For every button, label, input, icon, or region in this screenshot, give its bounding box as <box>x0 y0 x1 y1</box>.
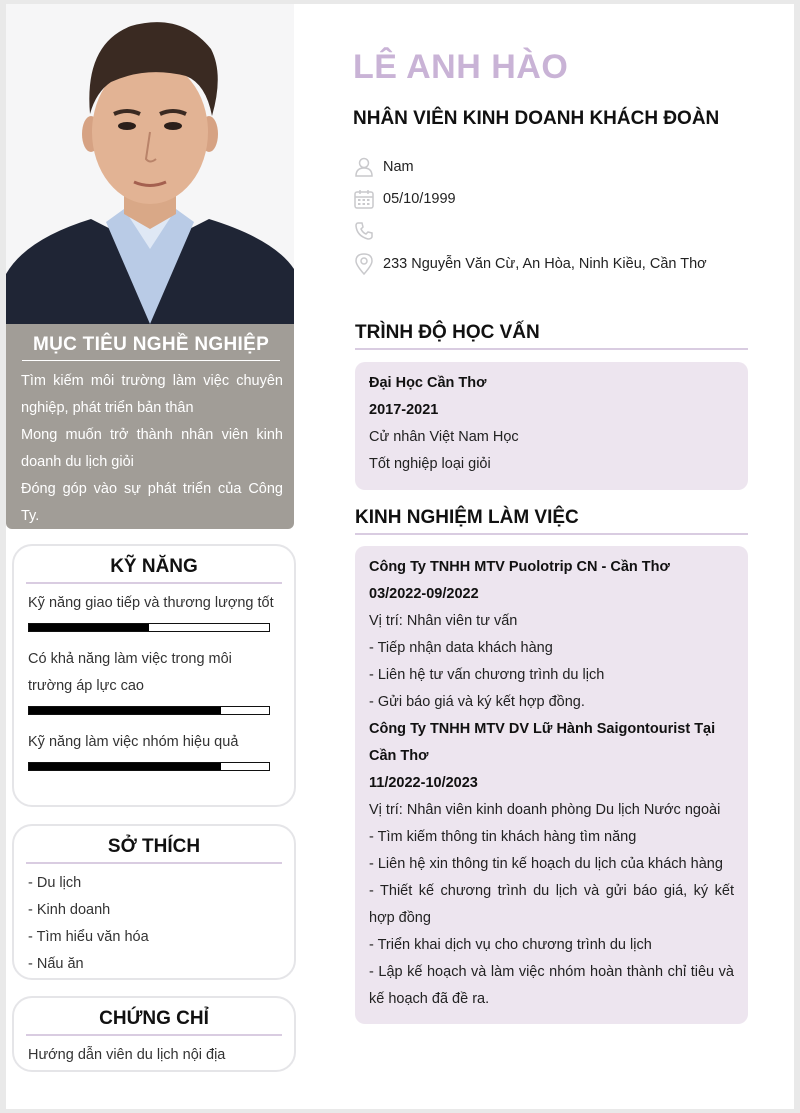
education-title: TRÌNH ĐỘ HỌC VẤN <box>355 322 748 350</box>
education-years: 2017-2021 <box>369 402 439 418</box>
hobby-item: - Du lịch <box>28 875 82 891</box>
gender-value: Nam <box>383 159 414 175</box>
objective-title: MỤC TIÊU NGHỀ NGHIỆP <box>22 334 280 361</box>
school-name: Đại Học Cần Thơ <box>369 375 487 391</box>
skill-item <box>28 729 280 771</box>
skill-level-bar <box>28 762 270 771</box>
hobbies-card <box>12 824 296 980</box>
experience-box <box>355 546 748 1024</box>
certificates-title: CHỨNG CHỈ <box>26 998 282 1036</box>
skill-item <box>28 590 280 632</box>
hobby-item: - Nấu ăn <box>28 956 84 972</box>
job-period: 03/2022-09/2022 <box>369 586 479 602</box>
job-position: Vị trí: Nhân viên tư vấn <box>369 613 518 629</box>
job-task: - Thiết kế chương trình du lịch và gửi báo giá, ký kết hợp đồng <box>369 883 734 926</box>
birthday-value: 05/10/1999 <box>383 191 456 207</box>
job-task: - Gửi báo giá và ký kết hợp đồng. <box>369 694 585 710</box>
location-icon <box>353 253 375 275</box>
job-entry <box>369 554 734 716</box>
job-task: - Tiếp nhận data khách hàng <box>369 640 553 656</box>
phone-icon <box>353 220 375 242</box>
birthday-row <box>353 188 456 210</box>
objective-line: Đóng góp vào sự phát triển của Công Ty. <box>21 481 283 524</box>
profile-photo <box>6 4 294 324</box>
skill-level-bar <box>28 623 270 632</box>
hobbies-title: SỞ THÍCH <box>26 826 282 864</box>
job-entry <box>369 716 734 1013</box>
person-icon <box>353 156 375 178</box>
gender-row <box>353 156 414 178</box>
skill-level-bar <box>28 706 270 715</box>
career-objective-section <box>6 324 294 529</box>
job-title: NHÂN VIÊN KINH DOANH KHÁCH ĐOÀN <box>353 108 720 129</box>
candidate-name: LÊ ANH HÀO <box>353 48 569 86</box>
job-task: - Lập kế hoạch và làm việc nhóm hoàn thành chỉ tiêu và kế hoạch đã đề ra. <box>369 964 734 1007</box>
cv-page <box>6 4 794 1109</box>
job-task: - Triển khai dịch vụ cho chương trình du lịch <box>369 937 652 953</box>
phone-row <box>353 220 383 242</box>
education-box <box>355 362 748 490</box>
objective-line: Tìm kiếm môi trường làm việc chuyên nghiệp, phát triển bản thân <box>21 373 283 416</box>
certificate-item: Hướng dẫn viên du lịch nội địa <box>28 1047 226 1063</box>
job-period: 11/2022-10/2023 <box>369 775 478 791</box>
skills-title: KỸ NĂNG <box>26 546 282 584</box>
job-position: Vị trí: Nhân viên kinh doanh phòng Du lịch Nước ngoài <box>369 802 721 818</box>
company-name: Công Ty TNHH MTV DV Lữ Hành Saigontourist Tại Cần Thơ <box>369 721 716 764</box>
objective-line: Mong muốn trở thành nhân viên kinh doanh du lịch giỏi <box>21 427 283 470</box>
job-task: - Liên hệ xin thông tin kế hoạch du lịch của khách hàng <box>369 856 723 872</box>
skill-label: Kỹ năng giao tiếp và thương lượng tốt <box>28 595 274 611</box>
skill-label: Có khả năng làm việc trong môi trường áp lực cao <box>28 651 232 694</box>
skill-item <box>28 646 260 715</box>
hobby-item: - Kinh doanh <box>28 902 111 918</box>
grade: Tốt nghiệp loại giỏi <box>369 456 491 472</box>
address-value: 233 Nguyễn Văn Cừ, An Hòa, Ninh Kiều, Cần Thơ <box>383 256 707 272</box>
certificates-card <box>12 996 296 1072</box>
hobby-item: - Tìm hiểu văn hóa <box>28 929 149 945</box>
job-task: - Tìm kiếm thông tin khách hàng tìm năng <box>369 829 637 845</box>
company-name: Công Ty TNHH MTV Puolotrip CN - Cần Thơ <box>369 559 670 575</box>
skills-card <box>12 544 296 807</box>
experience-title: KINH NGHIỆM LÀM VIỆC <box>355 507 748 535</box>
degree: Cử nhân Việt Nam Học <box>369 429 519 445</box>
job-task: - Liên hệ tư vấn chương trình du lịch <box>369 667 605 683</box>
address-row <box>353 253 707 275</box>
skill-label: Kỹ năng làm việc nhóm hiệu quả <box>28 734 239 750</box>
calendar-icon <box>353 188 375 210</box>
